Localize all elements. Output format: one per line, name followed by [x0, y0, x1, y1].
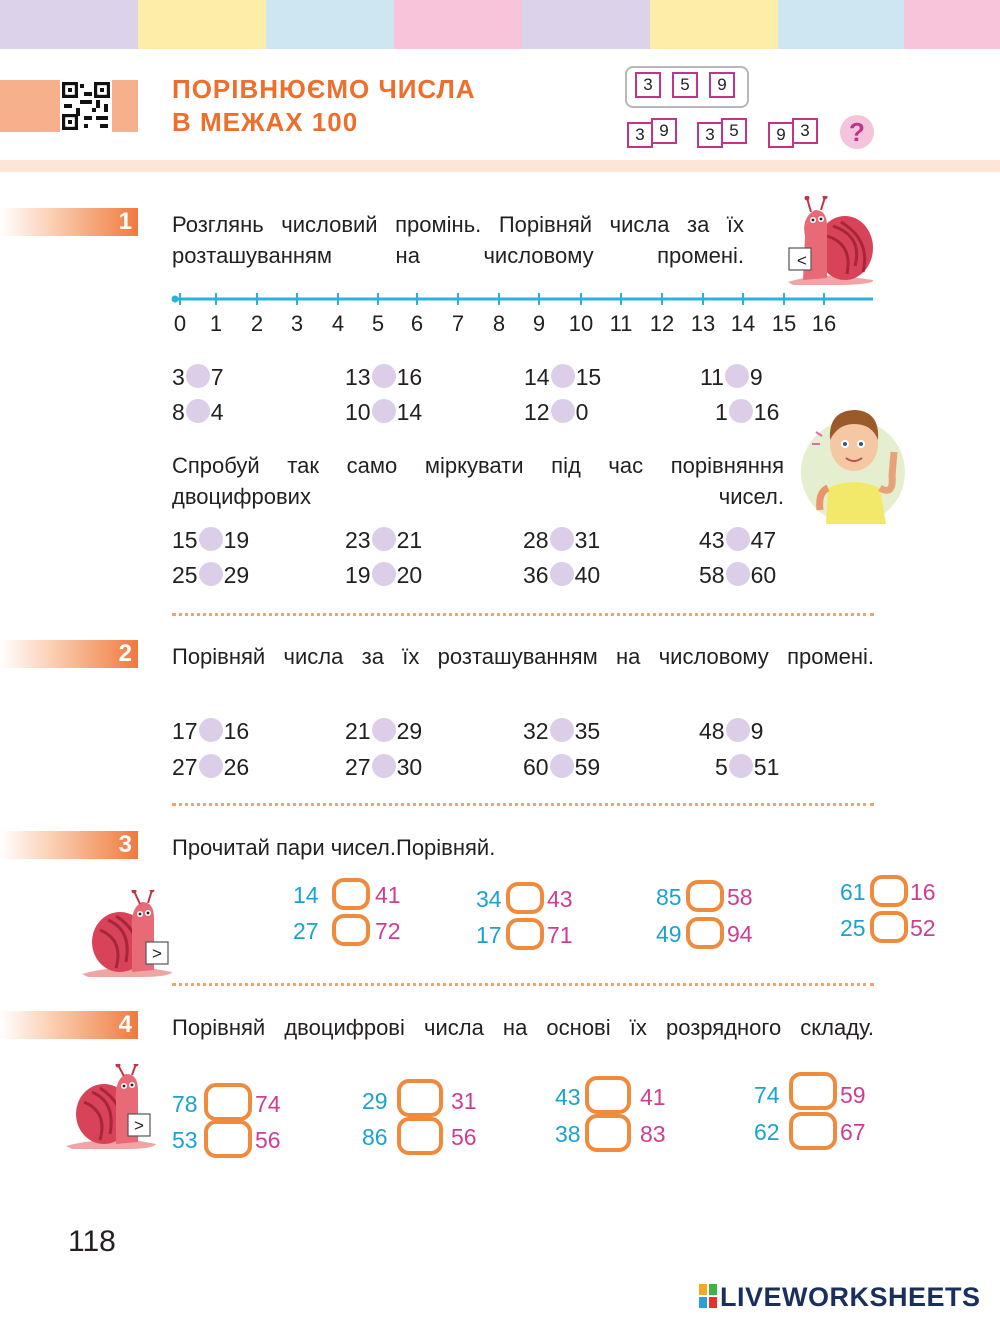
- number-left: 62: [754, 1119, 780, 1145]
- axis-label: 2: [250, 311, 264, 336]
- comparison-pair: 8 4: [172, 399, 224, 425]
- number-right: 41: [640, 1084, 666, 1110]
- axis-label: 15: [771, 311, 797, 336]
- answer-box[interactable]: [204, 1083, 252, 1121]
- task-1-hint: Спробуй так само міркувати під час порівняння двоцифрових чисел.: [172, 453, 784, 509]
- strip-4: [394, 0, 522, 49]
- answer-box[interactable]: [332, 878, 370, 910]
- digit-tile: 9: [768, 122, 794, 148]
- answer-slot[interactable]: [551, 364, 575, 388]
- answer-slot[interactable]: [551, 399, 575, 423]
- answer-slot[interactable]: [199, 527, 223, 551]
- section-divider: [172, 803, 874, 806]
- digit-tile: 5: [672, 72, 698, 98]
- comparison-pair: 14 15: [524, 364, 602, 390]
- axis-label: 7: [451, 311, 465, 336]
- number-left: 85: [656, 884, 682, 910]
- task-4-badge: [0, 1011, 138, 1039]
- help-question-icon[interactable]: ?: [840, 115, 874, 149]
- comparison-pair: 28 31: [523, 527, 601, 553]
- comparison-pair: 17 16: [172, 718, 250, 744]
- page-title-line2: В МЕЖАХ 100: [172, 107, 359, 137]
- strip-3: [266, 0, 394, 49]
- axis-label: 5: [371, 311, 385, 336]
- page-number: 118: [68, 1225, 116, 1258]
- task-number: 2: [118, 640, 132, 667]
- axis-label: 3: [290, 311, 304, 336]
- digit-tile: 3: [697, 122, 723, 148]
- number-right: 56: [255, 1127, 281, 1153]
- number-right: 74: [255, 1091, 281, 1117]
- snail-illustration: [80, 890, 175, 978]
- answer-slot[interactable]: [199, 562, 223, 586]
- strip-1: [0, 0, 138, 49]
- comparison-pair: 13 16: [345, 364, 423, 390]
- task-1-text: Розглянь числовий промінь. Порівняй числа за їх розташуванням на числовому промені.: [172, 212, 744, 268]
- section-divider: [172, 613, 874, 616]
- digit-tile: 9: [709, 72, 735, 98]
- task-2-text: Порівняй числа за їх розташуванням на числовому промені.: [172, 644, 874, 669]
- number-right: 67: [840, 1119, 866, 1145]
- boy-illustration: [798, 392, 908, 524]
- digit-tile: 9: [651, 118, 677, 144]
- answer-slot[interactable]: [729, 399, 753, 423]
- answer-box[interactable]: [397, 1079, 443, 1117]
- axis-label: 10: [568, 311, 594, 336]
- number-left: 53: [172, 1127, 198, 1153]
- answer-box[interactable]: [789, 1112, 837, 1150]
- number-left: 86: [362, 1124, 388, 1150]
- number-right: 41: [375, 882, 401, 908]
- number-left: 74: [754, 1082, 780, 1108]
- number-left: 78: [172, 1091, 198, 1117]
- answer-slot[interactable]: [186, 399, 210, 423]
- answer-slot[interactable]: [186, 364, 210, 388]
- answer-box[interactable]: [789, 1072, 837, 1110]
- comparison-pair: 15 19: [172, 527, 250, 553]
- number-left: 14: [293, 882, 319, 908]
- answer-slot[interactable]: [372, 562, 396, 586]
- answer-slot[interactable]: [726, 718, 750, 742]
- strip-2: [138, 0, 266, 49]
- comparison-pair: 3 7: [172, 364, 224, 390]
- number-left: 49: [656, 921, 682, 947]
- comparison-pair: 60 59: [523, 754, 601, 780]
- answer-slot[interactable]: [372, 364, 396, 388]
- number-right: 56: [451, 1124, 477, 1150]
- answer-box[interactable]: [204, 1120, 252, 1158]
- number-left: 29: [362, 1088, 388, 1114]
- number-left: 38: [555, 1121, 581, 1147]
- digit-tile: 5: [721, 118, 747, 144]
- comparison-pair: 12 0: [524, 399, 589, 425]
- number-right: 52: [910, 915, 936, 941]
- answer-box[interactable]: [686, 880, 724, 912]
- section-divider: [172, 983, 874, 986]
- task-number: 4: [118, 1011, 132, 1038]
- task-4-text: Порівняй двоцифрові числа на основі їх розрядного складу.: [172, 1015, 874, 1040]
- brand-name[interactable]: LIVEWORKSHEETS: [720, 1282, 981, 1312]
- answer-slot[interactable]: [726, 562, 750, 586]
- answer-slot[interactable]: [550, 527, 574, 551]
- number-right: 94: [727, 921, 753, 947]
- answer-slot[interactable]: [199, 718, 223, 742]
- qr-code-icon[interactable]: [60, 80, 112, 132]
- axis-label: 11: [609, 311, 633, 336]
- snail-sign: >: [134, 1116, 144, 1135]
- comparison-pair: 25 29: [172, 562, 250, 588]
- comparison-pair: 1 16: [715, 399, 780, 425]
- answer-slot[interactable]: [372, 527, 396, 551]
- task-number: 3: [118, 831, 132, 858]
- answer-box[interactable]: [397, 1117, 443, 1155]
- liveworksheets-logo-icon: [699, 1284, 717, 1308]
- number-left: 61: [840, 879, 866, 905]
- answer-box[interactable]: [332, 914, 370, 946]
- answer-slot[interactable]: [726, 527, 750, 551]
- axis-label: 4: [331, 311, 345, 336]
- answer-box[interactable]: [585, 1114, 631, 1152]
- comparison-pair: 23 21: [345, 527, 423, 553]
- number-right: 83: [640, 1121, 666, 1147]
- answer-slot[interactable]: [550, 718, 574, 742]
- comparison-pair: 58 60: [699, 562, 777, 588]
- task-2-badge: [0, 640, 138, 668]
- task-number: 1: [118, 208, 132, 235]
- task-1-badge: [0, 208, 138, 236]
- number-left: 43: [555, 1084, 581, 1110]
- axis-label: 1: [209, 311, 223, 336]
- comparison-pair: 27 30: [345, 754, 423, 780]
- number-right: 43: [547, 886, 573, 912]
- axis-label: 13: [690, 311, 716, 336]
- number-left: 34: [476, 886, 502, 912]
- comparison-pair: 27 26: [172, 754, 250, 780]
- number-right: 16: [910, 879, 936, 905]
- strip-8: [904, 0, 1000, 49]
- axis-label: 9: [532, 311, 546, 336]
- number-left: 17: [476, 922, 502, 948]
- answer-box[interactable]: [686, 917, 724, 949]
- snail-sign: <: [797, 251, 807, 270]
- strip-6: [650, 0, 778, 49]
- snail-sign: >: [152, 944, 162, 963]
- answer-slot[interactable]: [372, 754, 396, 778]
- number-line: [170, 288, 880, 310]
- answer-slot[interactable]: [372, 399, 396, 423]
- answer-slot[interactable]: [550, 754, 574, 778]
- comparison-pair: 21 29: [345, 718, 423, 744]
- comparison-pair: 48 9: [699, 718, 764, 744]
- strip-5: [522, 0, 650, 49]
- number-left: 25: [840, 915, 866, 941]
- answer-slot[interactable]: [729, 754, 753, 778]
- answer-slot[interactable]: [550, 562, 574, 586]
- digit-tile: 3: [627, 122, 653, 148]
- snail-illustration: [64, 1064, 159, 1150]
- axis-label: 6: [410, 311, 424, 336]
- task-3-text: Прочитай пари чисел.Порівняй.: [172, 835, 496, 860]
- digit-tile: 3: [635, 72, 661, 98]
- comparison-pair: 10 14: [345, 399, 423, 425]
- answer-box[interactable]: [870, 911, 908, 943]
- number-right: 72: [375, 918, 401, 944]
- digit-tile: 3: [792, 118, 818, 144]
- answer-slot[interactable]: [725, 364, 749, 388]
- comparison-pair: 11 9: [700, 364, 763, 390]
- snail-illustration: [783, 196, 878, 286]
- page-title-line1: ПОРІВНЮЄМО ЧИСЛА: [172, 74, 476, 104]
- answer-box[interactable]: [506, 882, 544, 914]
- comparison-pair: 19 20: [345, 562, 423, 588]
- axis-label: 0: [173, 311, 187, 336]
- comparison-pair: 5 51: [715, 754, 780, 780]
- number-left: 27: [293, 918, 319, 944]
- answer-box[interactable]: [585, 1076, 631, 1114]
- task-3-badge: [0, 831, 138, 859]
- axis-label: 12: [649, 311, 675, 336]
- comparison-pair: 43 47: [699, 527, 777, 553]
- answer-box[interactable]: [870, 875, 908, 907]
- comparison-pair: 36 40: [523, 562, 601, 588]
- axis-label: 14: [730, 311, 756, 336]
- number-right: 71: [547, 922, 573, 948]
- number-right: 59: [840, 1082, 866, 1108]
- comparison-pair: 32 35: [523, 718, 601, 744]
- axis-label: 16: [811, 311, 837, 336]
- axis-label: 8: [492, 311, 506, 336]
- answer-slot[interactable]: [372, 718, 396, 742]
- answer-box[interactable]: [506, 918, 544, 950]
- number-right: 31: [451, 1088, 477, 1114]
- strip-7: [778, 0, 904, 49]
- header-divider: [0, 160, 1000, 172]
- number-right: 58: [727, 884, 753, 910]
- answer-slot[interactable]: [199, 754, 223, 778]
